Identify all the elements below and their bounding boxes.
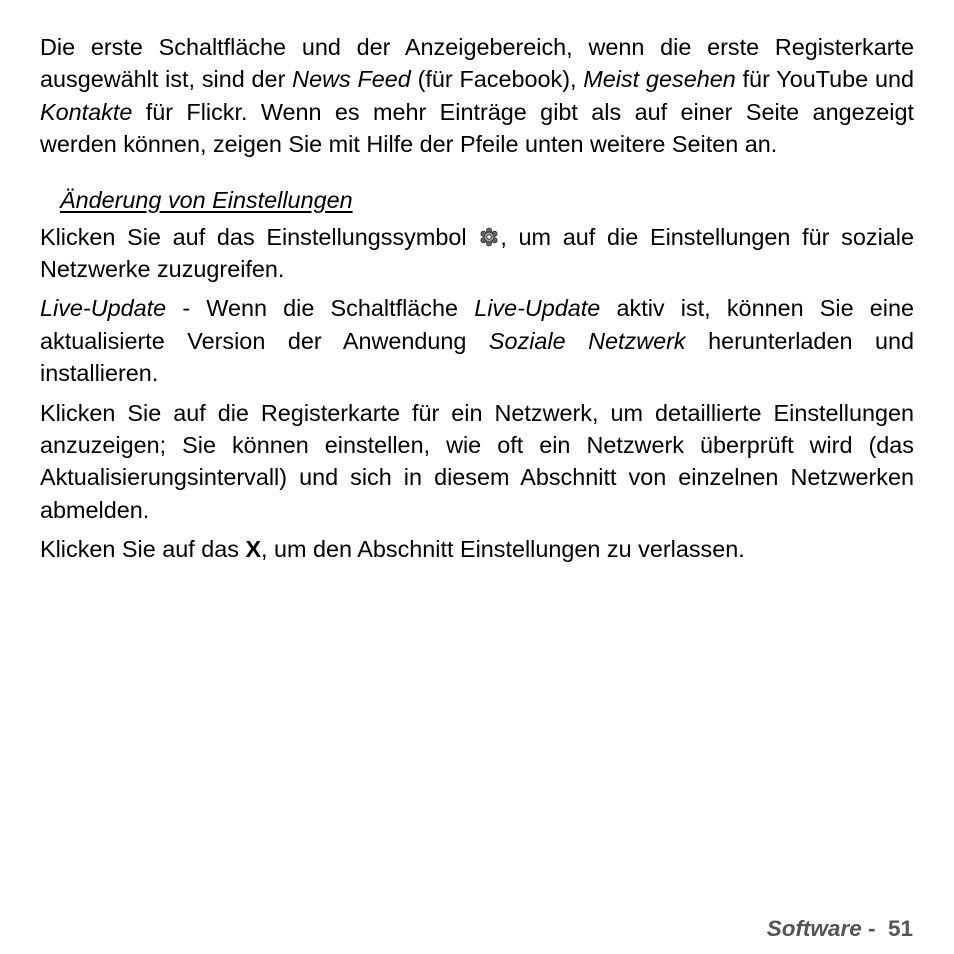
paragraph-network-tab: Klicken Sie auf die Registerkarte für ein Netzwerk, um detaillierte Einstellungen anzuzeigen; Sie können einstellen, wie oft ein Netzwerk überprüft wird (das Aktualisierungsintervall) und sich in diesem Abschnitt von einzelnen Netzwerken abmelden. — [40, 399, 914, 523]
page-number: 51 — [887, 916, 913, 941]
paragraph-tab-display — [40, 31, 914, 161]
text: für Flickr. Wenn es mehr Einträge gibt als auf einer Seite angezeigt werden können, zeigen Sie mit Hilfe der Pfeile unten weitere Seiten an. — [40, 98, 914, 158]
live-update-term: Live-Update — [40, 295, 167, 322]
text: Klicken Sie auf das Einstellungssymbol — [40, 223, 479, 250]
text: herunterladen und installieren. — [40, 327, 914, 387]
text: , um auf die Einstellungen für soziale Netzwerke zuzugreifen. — [40, 223, 914, 283]
live-update-term: Live-Update — [474, 295, 601, 322]
close-x-term: X — [245, 536, 262, 563]
news-feed-term: News Feed — [292, 66, 411, 93]
page-footer — [767, 913, 913, 945]
paragraph-close-settings — [40, 533, 914, 565]
paragraph-live-update — [40, 292, 914, 389]
contacts-term: Kontakte — [40, 98, 133, 125]
text: , um den Abschnitt Einstellungen zu verlassen. — [261, 536, 745, 563]
text: Die erste Schaltfläche und der Anzeigebereich, wenn die erste Registerkarte ausgewählt ist, sind der — [40, 34, 914, 93]
section-heading: Änderung von Einstellungen — [60, 186, 353, 213]
footer-section-label: Software - — [766, 916, 876, 941]
most-viewed-term: Meist gesehen — [583, 66, 736, 93]
text: - Wenn die Schaltfläche — [166, 295, 475, 322]
text: (für Facebook), — [410, 66, 584, 93]
gear-icon — [479, 227, 499, 247]
social-network-term: Soziale Netzwerk — [488, 327, 686, 354]
text: Klicken Sie auf das — [40, 536, 246, 563]
paragraph-settings-icon — [40, 221, 914, 286]
document-body — [40, 31, 914, 566]
text: aktiv ist, können Sie eine aktualisierte Version der Anwendung — [40, 295, 915, 354]
text: für YouTube und — [735, 66, 914, 93]
